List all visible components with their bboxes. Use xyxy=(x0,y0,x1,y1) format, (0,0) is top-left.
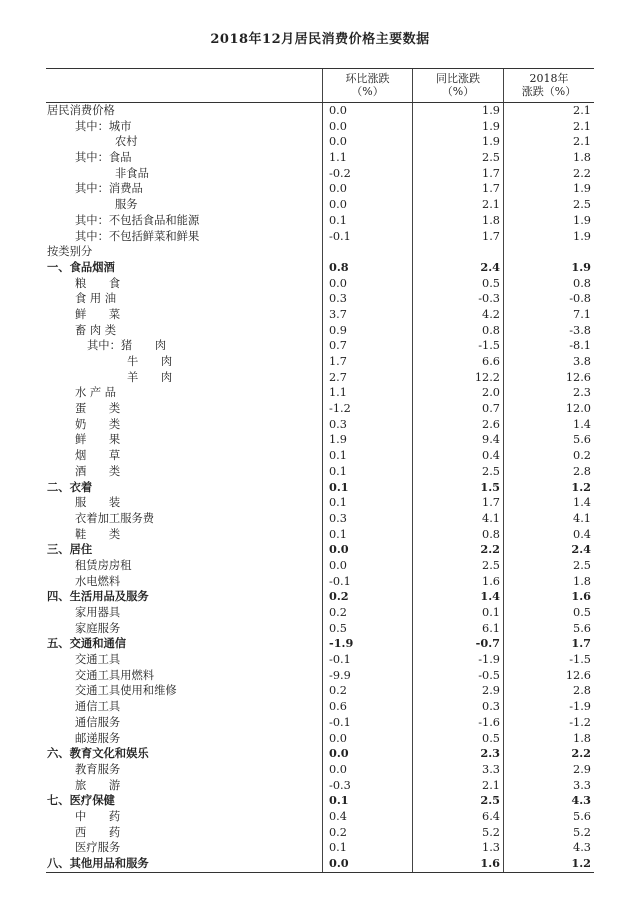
row-mom-value: -9.9 xyxy=(322,668,412,684)
row-mom-value: 2.7 xyxy=(322,370,412,386)
row-yoy-value: -1.9 xyxy=(412,652,503,668)
row-year-value: 0.8 xyxy=(503,276,594,292)
row-label: 家庭服务 xyxy=(75,621,121,635)
row-year-value: 1.9 xyxy=(503,181,594,197)
row-year-value: -8.1 xyxy=(503,338,594,354)
row-yoy-value: 0.3 xyxy=(412,699,503,715)
row-mom-value: 0.0 xyxy=(322,103,412,119)
row-label: 酒 类 xyxy=(75,464,121,478)
header-yoy-line1: 同比涨跌 xyxy=(436,72,480,85)
row-label: 家用器具 xyxy=(75,606,121,619)
row-yoy-value: 2.6 xyxy=(412,417,503,433)
row-year-value: 2.1 xyxy=(503,103,594,119)
row-year-value: 1.8 xyxy=(503,150,594,166)
row-label: 畜 肉 类 xyxy=(75,323,117,337)
row-label: 服务 xyxy=(115,198,138,212)
row-label: 粮 食 xyxy=(75,276,121,290)
row-yoy-value: 5.2 xyxy=(412,825,503,841)
row-label: 七、医疗保健 xyxy=(47,793,115,808)
table-row xyxy=(46,558,594,574)
row-yoy-value: 4.1 xyxy=(412,511,503,527)
table-row xyxy=(46,856,594,873)
row-mom-value: 0.2 xyxy=(322,825,412,841)
row-year-value: -1.9 xyxy=(503,699,594,715)
row-yoy-value: 1.7 xyxy=(412,181,503,197)
table-row xyxy=(46,291,594,307)
row-mom-value: 1.9 xyxy=(322,432,412,448)
row-yoy-value: 0.4 xyxy=(412,448,503,464)
header-label-cell xyxy=(46,69,322,102)
header-year-line1: 2018年 xyxy=(529,72,569,85)
table-row xyxy=(46,417,594,433)
row-label: 通信服务 xyxy=(75,715,121,729)
row-year-value: 2.1 xyxy=(503,134,594,150)
row-label: 其中：猪 肉 xyxy=(87,339,167,353)
row-mom-value: 0.0 xyxy=(322,762,412,778)
row-label: 其中：不包括鲜菜和鲜果 xyxy=(75,229,200,243)
row-yoy-value: -1.6 xyxy=(412,715,503,731)
row-yoy-value: 2.3 xyxy=(412,746,503,762)
row-mom-value: 1.1 xyxy=(322,385,412,401)
row-mom-value: 0.2 xyxy=(322,683,412,699)
row-yoy-value: 2.4 xyxy=(412,260,503,276)
table-row xyxy=(46,825,594,841)
row-yoy-value: 2.1 xyxy=(412,778,503,794)
row-mom-value: 0.3 xyxy=(322,291,412,307)
row-mom-value: 0.1 xyxy=(322,495,412,511)
row-yoy-value: 0.5 xyxy=(412,731,503,747)
row-mom-value: 0.0 xyxy=(322,134,412,150)
table-row xyxy=(46,495,594,511)
row-mom-value: 0.2 xyxy=(322,589,412,605)
row-yoy-value: 0.8 xyxy=(412,527,503,543)
table-row xyxy=(46,731,594,747)
row-mom-value: 0.0 xyxy=(322,181,412,197)
row-yoy-value: 1.3 xyxy=(412,840,503,856)
row-year-value xyxy=(503,244,594,260)
table-row xyxy=(46,542,594,558)
table-row xyxy=(46,809,594,825)
row-yoy-value: -0.5 xyxy=(412,668,503,684)
row-year-value: 1.8 xyxy=(503,574,594,590)
row-label: 烟 草 xyxy=(75,449,121,463)
row-yoy-value: 2.5 xyxy=(412,793,503,809)
row-year-value: 2.9 xyxy=(503,762,594,778)
row-yoy-value: 0.8 xyxy=(412,323,503,339)
row-year-value: 2.3 xyxy=(503,385,594,401)
row-label: 鲜 果 xyxy=(75,433,121,447)
row-year-value: 5.6 xyxy=(503,621,594,637)
row-year-value: 1.4 xyxy=(503,495,594,511)
header-mom-line2: （%） xyxy=(351,85,384,98)
row-label: 非食品 xyxy=(115,166,149,180)
row-year-value: 1.2 xyxy=(503,480,594,496)
row-label: 其中：消费品 xyxy=(75,182,143,196)
row-mom-value: 0.0 xyxy=(322,276,412,292)
row-label: 交通工具用燃料 xyxy=(75,668,155,682)
table-row xyxy=(46,166,594,182)
row-yoy-value: 0.5 xyxy=(412,276,503,292)
row-mom-value: 3.7 xyxy=(322,307,412,323)
row-year-value: 2.2 xyxy=(503,746,594,762)
table-row xyxy=(46,432,594,448)
row-label: 五、交通和通信 xyxy=(47,636,127,651)
row-label: 教育服务 xyxy=(75,762,121,776)
row-mom-value: 0.0 xyxy=(322,119,412,135)
row-label: 中 药 xyxy=(75,809,121,823)
row-year-value: 2.2 xyxy=(503,166,594,182)
row-year-value: 1.6 xyxy=(503,589,594,605)
row-yoy-value: 1.6 xyxy=(412,856,503,872)
row-mom-value: 0.1 xyxy=(322,793,412,809)
table-row xyxy=(46,229,594,245)
row-year-value: 12.6 xyxy=(503,370,594,386)
row-yoy-value: 1.7 xyxy=(412,229,503,245)
row-year-value: 4.1 xyxy=(503,511,594,527)
row-label: 三、居住 xyxy=(47,542,93,557)
table-row xyxy=(46,401,594,417)
row-year-value: 5.6 xyxy=(503,432,594,448)
row-mom-value xyxy=(322,244,412,260)
row-label: 服 装 xyxy=(75,496,121,510)
row-mom-value: -0.1 xyxy=(322,652,412,668)
row-label: 二、衣着 xyxy=(47,479,93,494)
table-row xyxy=(46,668,594,684)
table-row xyxy=(46,448,594,464)
row-year-value: 5.2 xyxy=(503,825,594,841)
row-yoy-value: 6.6 xyxy=(412,354,503,370)
row-mom-value: 0.7 xyxy=(322,338,412,354)
row-label: 鲜 菜 xyxy=(75,307,121,321)
row-yoy-value: 2.5 xyxy=(412,558,503,574)
row-year-value: 4.3 xyxy=(503,793,594,809)
row-label: 其中：城市 xyxy=(75,119,132,133)
table-row xyxy=(46,574,594,590)
row-mom-value: 1.7 xyxy=(322,354,412,370)
row-label: 羊 肉 xyxy=(127,370,173,384)
row-year-value: 2.4 xyxy=(503,542,594,558)
header-yoy-line2: （%） xyxy=(441,85,475,98)
table-row xyxy=(46,480,594,496)
row-mom-value: -0.1 xyxy=(322,574,412,590)
row-year-value: -0.8 xyxy=(503,291,594,307)
row-year-value: 0.4 xyxy=(503,527,594,543)
row-mom-value: 0.1 xyxy=(322,840,412,856)
row-yoy-value xyxy=(412,244,503,260)
row-mom-value: 0.3 xyxy=(322,511,412,527)
table-row xyxy=(46,119,594,135)
row-yoy-value: 0.1 xyxy=(412,605,503,621)
row-yoy-value: 1.6 xyxy=(412,574,503,590)
row-label: 居民消费价格 xyxy=(47,104,115,117)
table-row xyxy=(46,134,594,150)
row-yoy-value: 1.7 xyxy=(412,495,503,511)
table-row xyxy=(46,276,594,292)
row-yoy-value: 2.1 xyxy=(412,197,503,213)
header-mom xyxy=(322,69,412,102)
row-year-value: 3.8 xyxy=(503,354,594,370)
row-year-value: 4.3 xyxy=(503,840,594,856)
row-label: 六、教育文化和娱乐 xyxy=(47,746,149,761)
row-label: 邮递服务 xyxy=(75,731,121,745)
row-yoy-value: 1.4 xyxy=(412,589,503,605)
row-mom-value: 0.3 xyxy=(322,417,412,433)
table-row xyxy=(46,715,594,731)
row-year-value: 1.9 xyxy=(503,229,594,245)
row-mom-value: -1.9 xyxy=(322,636,412,652)
row-mom-value: 0.0 xyxy=(322,856,412,872)
table-row xyxy=(46,746,594,762)
row-mom-value: 0.8 xyxy=(322,260,412,276)
table-row xyxy=(46,683,594,699)
table-row xyxy=(46,589,594,605)
row-yoy-value: 6.1 xyxy=(412,621,503,637)
row-mom-value: 0.6 xyxy=(322,699,412,715)
table-row xyxy=(46,370,594,386)
table-row xyxy=(46,213,594,229)
row-mom-value: -1.2 xyxy=(322,401,412,417)
row-year-value: -3.8 xyxy=(503,323,594,339)
row-mom-value: 0.5 xyxy=(322,621,412,637)
page-title: 2018年12月居民消费价格主要数据 xyxy=(210,32,430,47)
row-year-value: 7.1 xyxy=(503,307,594,323)
row-mom-value: 0.1 xyxy=(322,448,412,464)
row-yoy-value: 2.5 xyxy=(412,464,503,480)
row-mom-value: 0.4 xyxy=(322,809,412,825)
row-yoy-value: 1.8 xyxy=(412,213,503,229)
row-year-value: -1.2 xyxy=(503,715,594,731)
row-yoy-value: 1.9 xyxy=(412,119,503,135)
table-row xyxy=(46,338,594,354)
row-year-value: 12.0 xyxy=(503,401,594,417)
row-mom-value: -0.1 xyxy=(322,715,412,731)
row-label: 交通工具使用和维修 xyxy=(75,684,177,698)
header-mom-line1: 环比涨跌 xyxy=(345,72,390,85)
row-yoy-value: 2.5 xyxy=(412,150,503,166)
table-row xyxy=(46,197,594,213)
row-label: 牛 肉 xyxy=(127,355,173,368)
row-yoy-value: 4.2 xyxy=(412,307,503,323)
row-yoy-value: 1.7 xyxy=(412,166,503,182)
table-body xyxy=(46,103,594,873)
row-label: 水 产 品 xyxy=(75,386,117,400)
row-year-value: 1.9 xyxy=(503,213,594,229)
row-mom-value: 0.1 xyxy=(322,213,412,229)
table-row xyxy=(46,323,594,339)
row-yoy-value: 0.7 xyxy=(412,401,503,417)
row-yoy-value: 2.2 xyxy=(412,542,503,558)
row-label: 其中：不包括食品和能源 xyxy=(75,213,200,227)
table-row xyxy=(46,260,594,276)
row-year-value: 3.3 xyxy=(503,778,594,794)
row-label: 农村 xyxy=(115,135,138,149)
row-label: 西 药 xyxy=(75,825,121,839)
row-label: 按类别分 xyxy=(47,245,93,259)
header-year xyxy=(503,69,594,102)
row-yoy-value: 1.9 xyxy=(412,103,503,119)
table-row xyxy=(46,354,594,370)
row-year-value: 1.2 xyxy=(503,856,594,872)
table-row xyxy=(46,150,594,166)
row-mom-value: 0.2 xyxy=(322,605,412,621)
row-year-value: 2.8 xyxy=(503,464,594,480)
row-yoy-value: -0.7 xyxy=(412,636,503,652)
cpi-table xyxy=(46,68,594,873)
row-mom-value: -0.2 xyxy=(322,166,412,182)
row-label: 通信工具 xyxy=(75,700,121,714)
row-label: 医疗服务 xyxy=(75,841,121,855)
row-label: 食 用 油 xyxy=(75,292,117,306)
row-mom-value: 0.0 xyxy=(322,197,412,213)
row-mom-value: 0.0 xyxy=(322,746,412,762)
row-mom-value: 0.0 xyxy=(322,731,412,747)
table-row xyxy=(46,527,594,543)
header-yoy xyxy=(412,69,503,102)
table-row xyxy=(46,181,594,197)
row-label: 水电燃料 xyxy=(75,574,121,588)
row-label: 租赁房房租 xyxy=(75,558,132,572)
row-label: 蛋 类 xyxy=(75,402,121,416)
row-year-value: 12.6 xyxy=(503,668,594,684)
row-yoy-value: 9.4 xyxy=(412,432,503,448)
row-label: 其中：食品 xyxy=(75,151,132,165)
row-mom-value: 0.9 xyxy=(322,323,412,339)
table-row xyxy=(46,511,594,527)
row-yoy-value: 1.9 xyxy=(412,134,503,150)
row-year-value: 2.8 xyxy=(503,683,594,699)
row-year-value: 0.5 xyxy=(503,605,594,621)
row-label: 四、生活用品及服务 xyxy=(47,589,149,604)
table-row xyxy=(46,840,594,856)
row-yoy-value: 3.3 xyxy=(412,762,503,778)
row-yoy-value: 2.0 xyxy=(412,385,503,401)
row-yoy-value: 12.2 xyxy=(412,370,503,386)
row-year-value: 1.7 xyxy=(503,636,594,652)
table-row xyxy=(46,793,594,809)
row-year-value: 0.2 xyxy=(503,448,594,464)
table-row xyxy=(46,762,594,778)
header-year-line2: 涨跌（%） xyxy=(521,85,577,98)
row-mom-value: -0.1 xyxy=(322,229,412,245)
table-row xyxy=(46,103,594,119)
table-row xyxy=(46,385,594,401)
table-row xyxy=(46,307,594,323)
row-year-value: 1.8 xyxy=(503,731,594,747)
row-label: 交通工具 xyxy=(75,653,121,667)
row-year-value: 1.4 xyxy=(503,417,594,433)
row-mom-value: -0.3 xyxy=(322,778,412,794)
row-yoy-value: 2.9 xyxy=(412,683,503,699)
row-mom-value: 0.1 xyxy=(322,464,412,480)
row-label: 鞋 类 xyxy=(75,527,121,541)
row-mom-value: 0.1 xyxy=(322,480,412,496)
table-row xyxy=(46,652,594,668)
row-year-value: 2.5 xyxy=(503,558,594,574)
table-row xyxy=(46,621,594,637)
row-yoy-value: -1.5 xyxy=(412,338,503,354)
row-year-value: 1.9 xyxy=(503,260,594,276)
row-label: 旅 游 xyxy=(75,778,121,792)
table-row xyxy=(46,244,594,260)
table-row xyxy=(46,778,594,794)
row-mom-value: 1.1 xyxy=(322,150,412,166)
row-mom-value: 0.1 xyxy=(322,527,412,543)
row-yoy-value: 1.5 xyxy=(412,480,503,496)
row-year-value: -1.5 xyxy=(503,652,594,668)
row-year-value: 2.1 xyxy=(503,119,594,135)
row-mom-value: 0.0 xyxy=(322,558,412,574)
row-mom-value: 0.0 xyxy=(322,542,412,558)
row-label: 八、其他用品和服务 xyxy=(47,856,149,870)
row-label: 一、食品烟酒 xyxy=(47,259,115,274)
table-row xyxy=(46,605,594,621)
row-label: 衣着加工服务费 xyxy=(75,511,155,525)
table-row xyxy=(46,464,594,480)
row-yoy-value: -0.3 xyxy=(412,291,503,307)
table-row xyxy=(46,699,594,715)
table-header xyxy=(46,69,594,103)
row-year-value: 5.6 xyxy=(503,809,594,825)
table-row xyxy=(46,636,594,652)
row-label: 奶 类 xyxy=(75,417,121,431)
row-yoy-value: 6.4 xyxy=(412,809,503,825)
row-year-value: 2.5 xyxy=(503,197,594,213)
